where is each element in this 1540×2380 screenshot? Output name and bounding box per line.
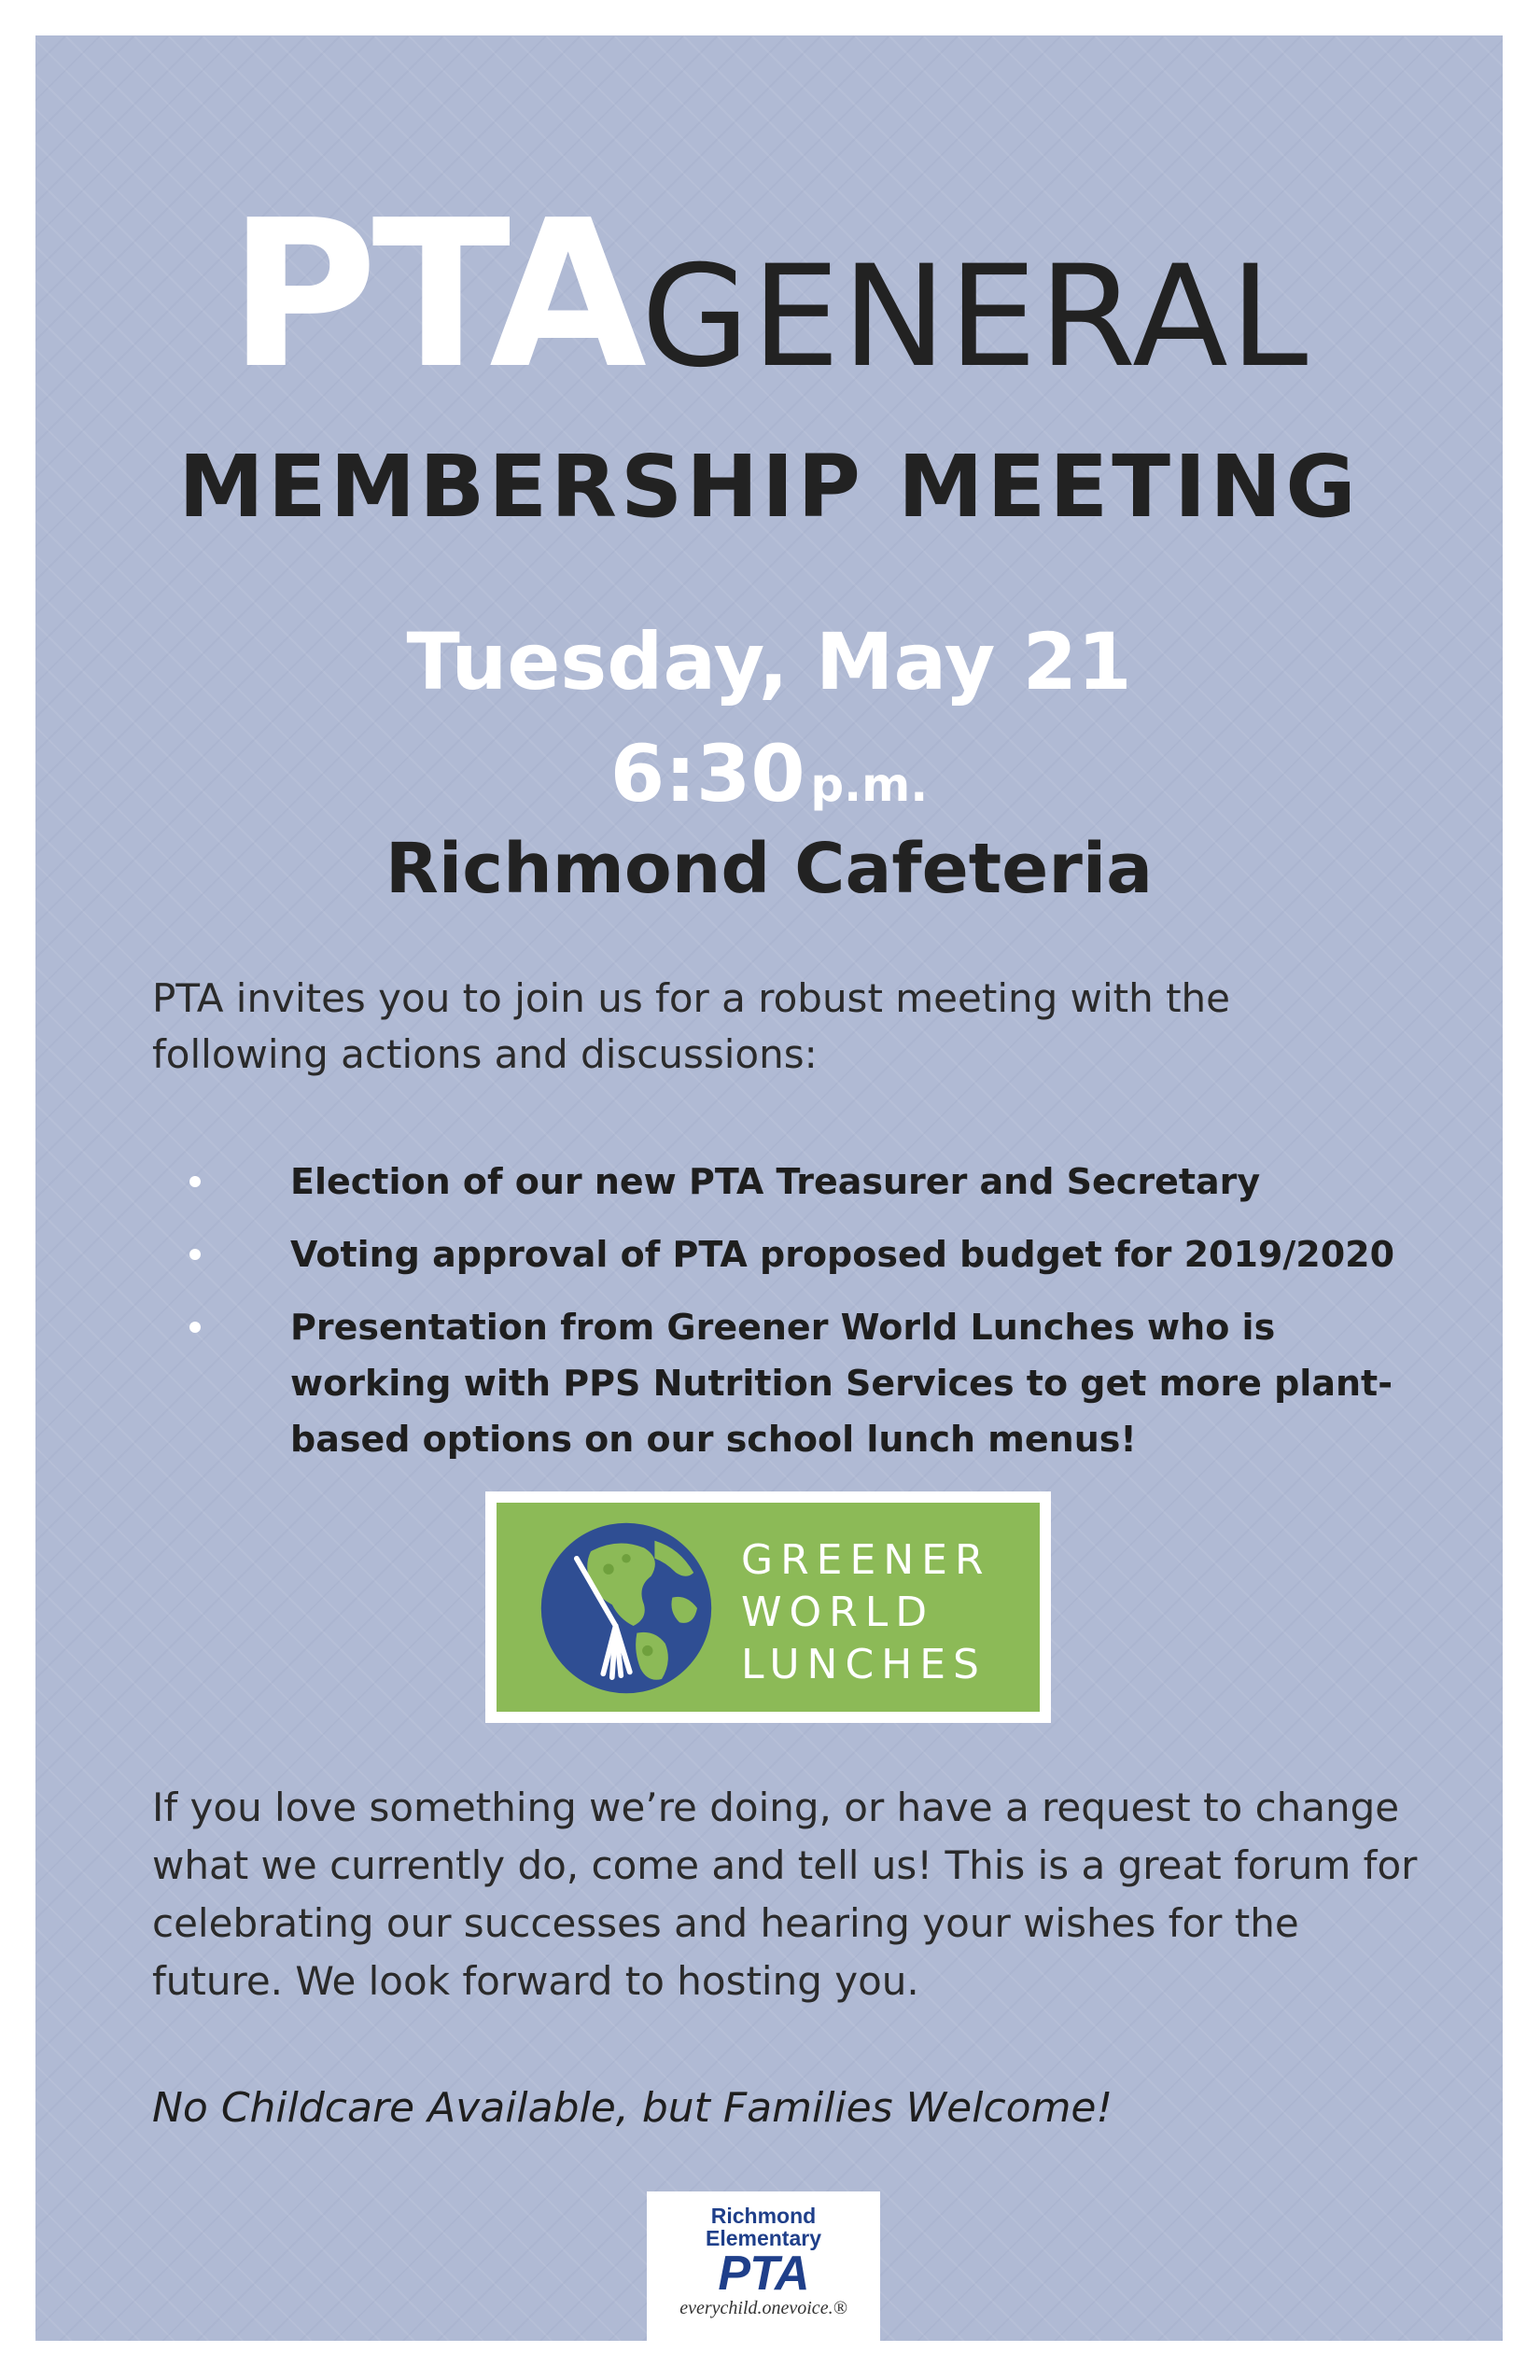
event-time-ampm: p.m. bbox=[810, 758, 929, 812]
pta-logo-school-type: Elementary bbox=[705, 2226, 821, 2250]
gwl-logo-panel bbox=[497, 1503, 1040, 1712]
bullet-icon bbox=[189, 1322, 201, 1333]
event-time-value: 6:30 bbox=[609, 728, 805, 819]
gwl-wordmark bbox=[741, 1534, 991, 1691]
subtitle: MEMBERSHIP MEETING bbox=[178, 437, 1360, 537]
greener-world-lunches-logo bbox=[485, 1491, 1051, 1723]
agenda-item-text: Election of our new PTA Treasurer and Secretary bbox=[290, 1161, 1261, 1202]
agenda-item-text: Presentation from Greener World Lunches who is working with PPS Nutrition Services to get more plant-based options on our school lunch menus! bbox=[290, 1307, 1393, 1460]
closing-paragraph: If you love something we’re doing, or have a request to change what we currently do, come and tell us! This is a great forum for celebrating our successes and hearing your wishes for the future. We look forward to hosting you. bbox=[152, 1785, 1418, 2004]
gwl-line-1: GREENER bbox=[741, 1536, 991, 1584]
bullet-icon bbox=[189, 1249, 201, 1260]
list-item bbox=[189, 1154, 1421, 1210]
globe-fork-icon bbox=[538, 1519, 715, 1697]
agenda-list bbox=[189, 1154, 1421, 1484]
gwl-line-2: WORLD bbox=[741, 1589, 935, 1636]
gwl-line-3: LUNCHES bbox=[741, 1641, 987, 1688]
childcare-note: No Childcare Available, but Families Welcome! bbox=[152, 2084, 1113, 2132]
poster bbox=[35, 35, 1503, 2341]
pta-logo-tagline: everychild.onevoice.® bbox=[679, 2298, 847, 2318]
agenda-item-text: Voting approval of PTA proposed budget for 2019/2020 bbox=[290, 1234, 1395, 1275]
title-pta: PTA bbox=[228, 177, 641, 413]
event-date: Tuesday, May 21 bbox=[406, 616, 1132, 707]
list-item bbox=[189, 1226, 1421, 1282]
intro-paragraph: PTA invites you to join us for a robust meeting with the following actions and discussions: bbox=[152, 975, 1230, 1077]
event-location: Richmond Cafeteria bbox=[385, 829, 1154, 909]
bullet-icon bbox=[189, 1176, 201, 1187]
pta-logo-mark: PTA bbox=[718, 2247, 809, 2301]
list-item bbox=[189, 1299, 1421, 1467]
richmond-pta-logo bbox=[647, 2191, 880, 2341]
page-title bbox=[35, 177, 1503, 413]
pta-logo-school: Richmond bbox=[710, 2204, 817, 2228]
event-time bbox=[35, 728, 1503, 819]
title-general: GENERAL bbox=[640, 236, 1310, 399]
